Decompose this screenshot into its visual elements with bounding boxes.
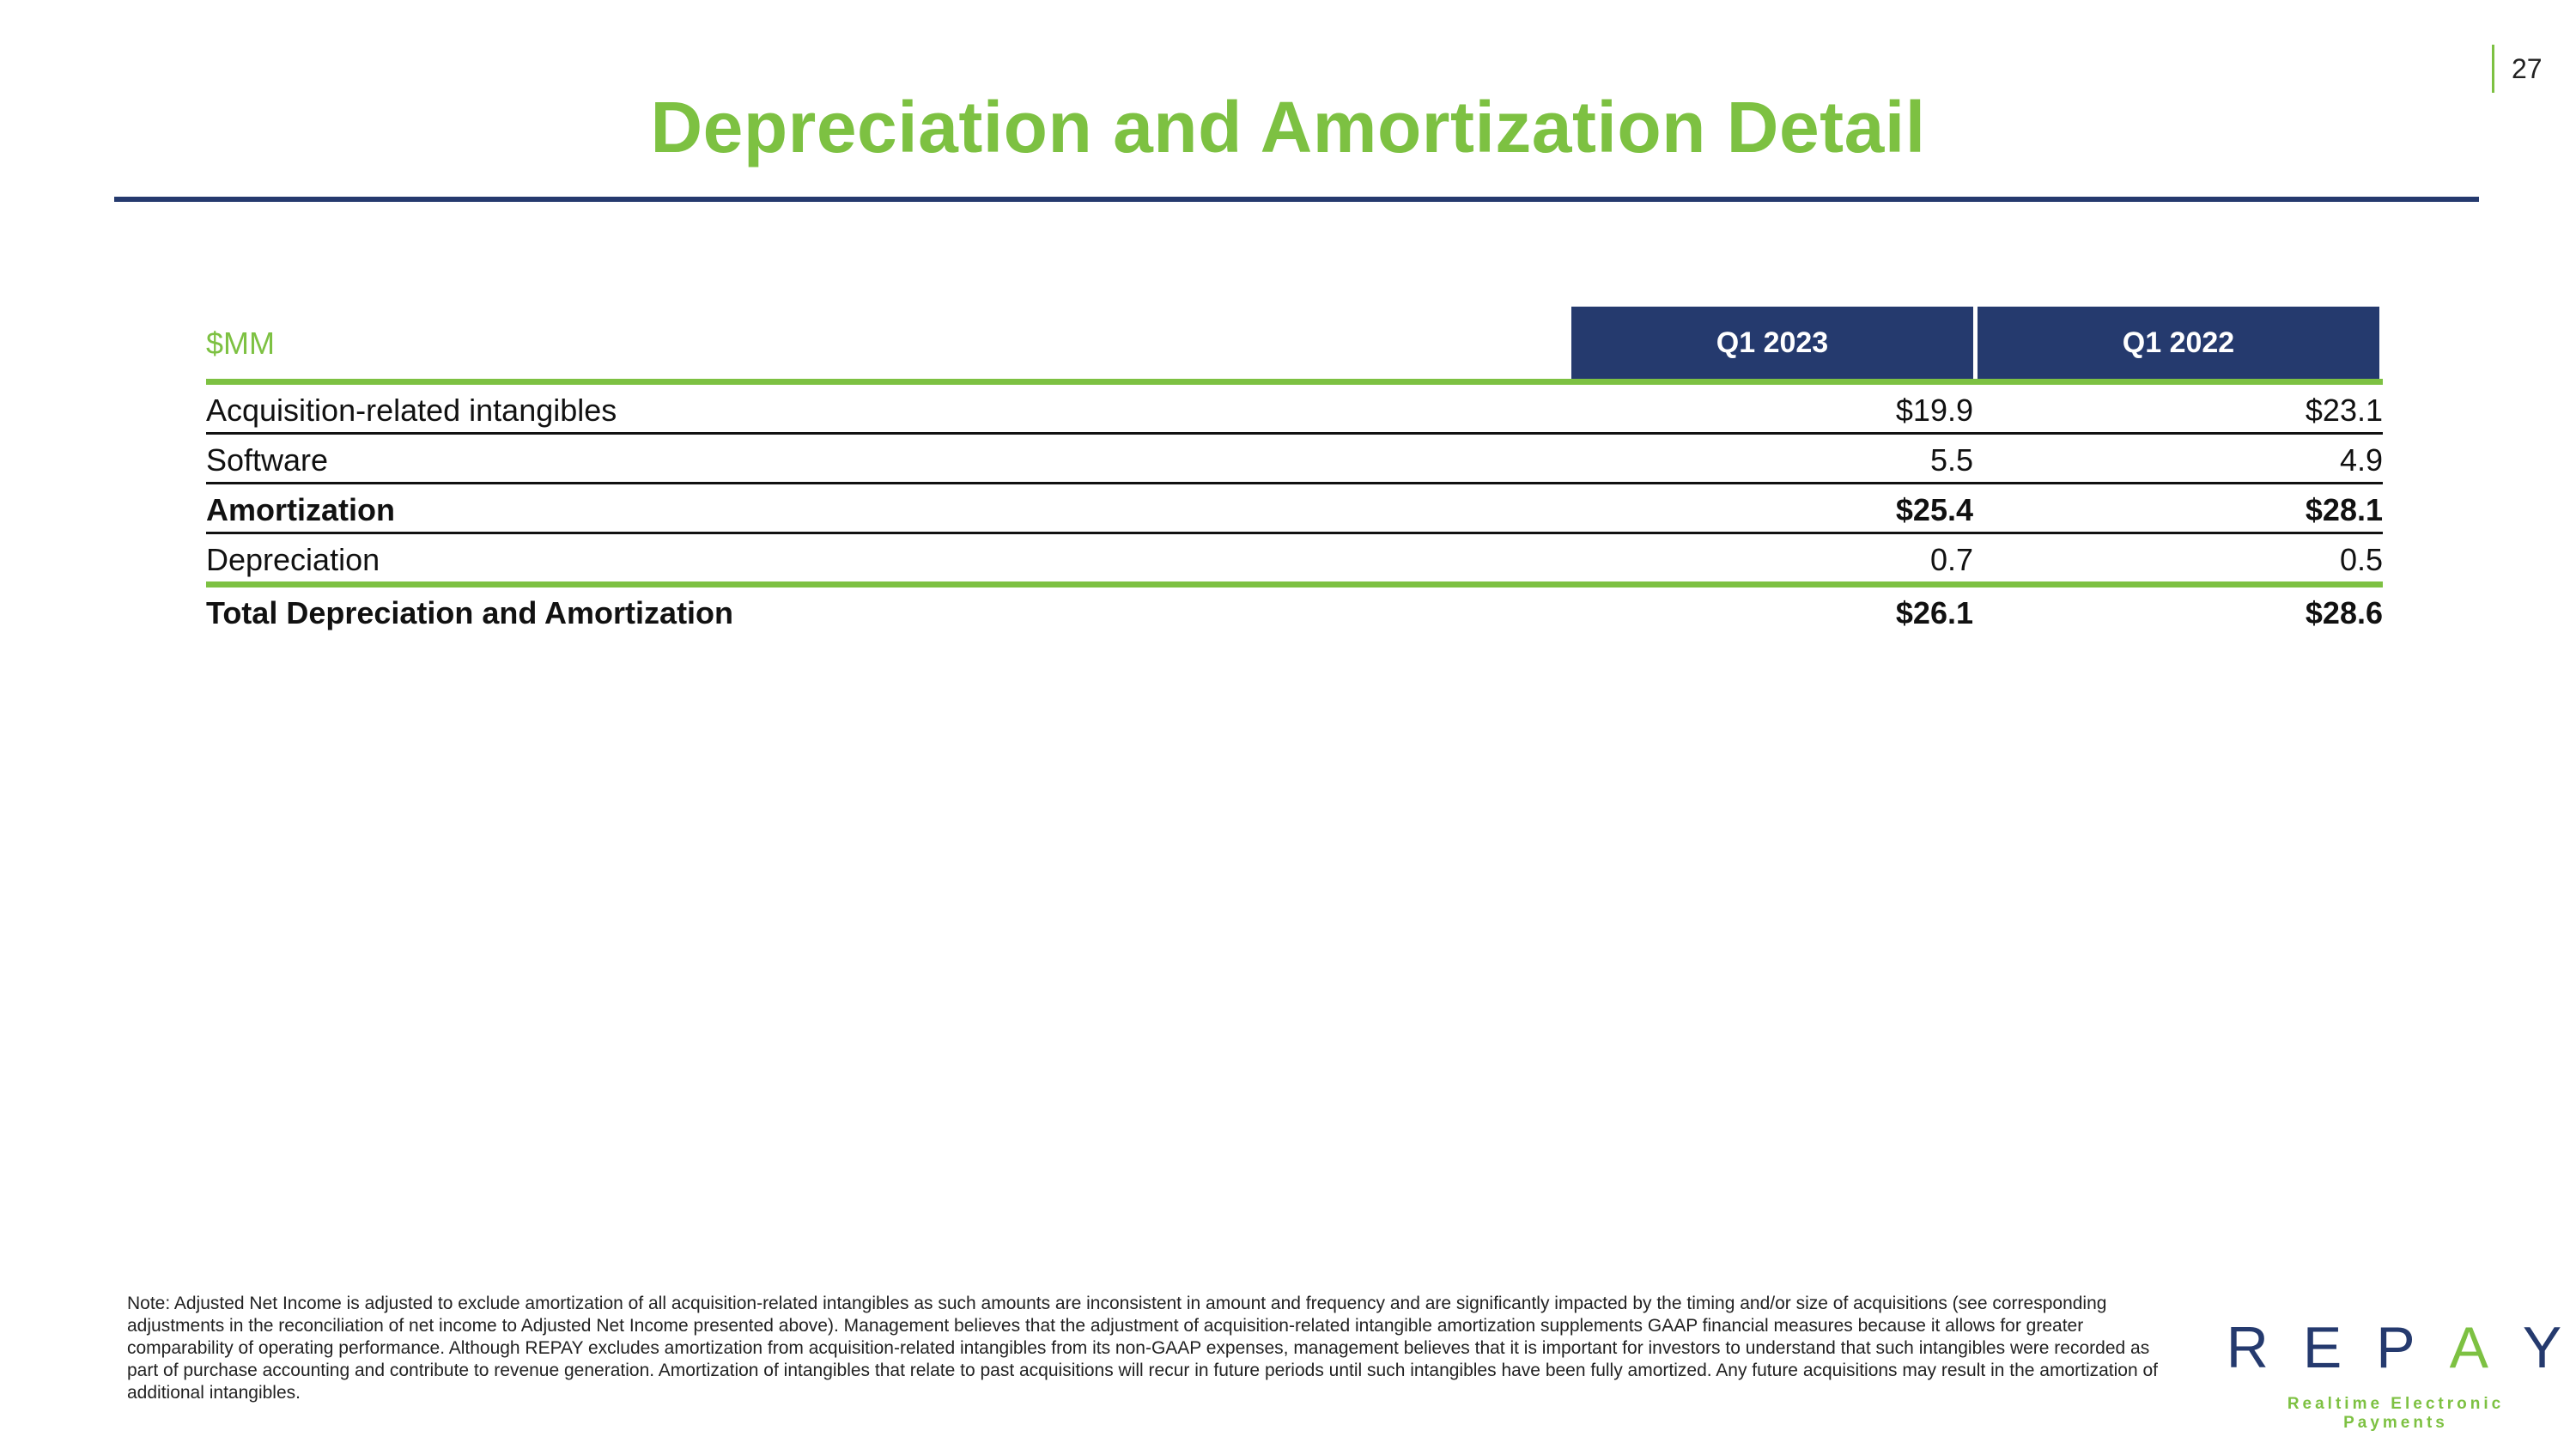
cell-q1-2022: 4.9 xyxy=(2339,442,2383,478)
logo-wordmark xyxy=(2226,1314,2566,1381)
logo-letter: A xyxy=(2449,1315,2492,1380)
unit-label: $MM xyxy=(206,326,275,361)
title-rule xyxy=(114,197,2479,202)
logo-letter: P xyxy=(2376,1315,2419,1380)
page-number: 27 xyxy=(2512,52,2543,84)
row-label: Software xyxy=(206,442,329,478)
repay-logo xyxy=(2226,1314,2566,1433)
depreciation-table xyxy=(206,307,2383,644)
cell-q1-2023: $19.9 xyxy=(1895,393,1973,428)
slide-title: Depreciation and Amortization Detail xyxy=(650,87,1926,167)
column-header-q1-2023: Q1 2023 xyxy=(1571,307,1973,379)
table-row xyxy=(206,385,2383,435)
logo-letter: R xyxy=(2226,1315,2272,1380)
footnote: Note: Adjusted Net Income is adjusted to exclude amortization of all acquisition-related intangibles as such amounts are inconsistent in amount and frequency and are significantly impacted by the timing and/or size of acquisitions (see corresponding adjustments in the reconciliation of net income to Adjusted Net Income presented above). Management believes that the adjustment of acquisition-related intangible amortization supplements GAAP financial measures because it allows for greater comparability of operating performance. Although REPAY excludes amortization from acquisition-related intangibles from its non-GAAP expenses, management believes that it is important for investors to understand that such intangibles were recorded as part of purchase accounting and contribute to revenue generation. Amortization of intangibles that relate to past acquisitions will recur in future periods until such intangibles have been fully amortized. Any future acquisitions may result in the amortization of additional intangibles. xyxy=(127,1294,2159,1403)
logo-letter: E xyxy=(2302,1315,2346,1380)
cell-q1-2023: 5.5 xyxy=(1929,442,1973,478)
logo-letter: Y xyxy=(2522,1315,2566,1380)
logo-tagline: Realtime Electronic Payments xyxy=(2287,1395,2505,1432)
total-q1-2023: $26.1 xyxy=(1895,595,1973,630)
total-rule xyxy=(206,581,2383,588)
table-row xyxy=(206,534,2383,581)
table-row xyxy=(206,435,2383,484)
cell-q1-2023: 0.7 xyxy=(1929,542,1973,577)
cell-q1-2022: $28.1 xyxy=(2305,492,2383,527)
column-header-q1-2022: Q1 2022 xyxy=(1978,307,2379,379)
table-row xyxy=(206,484,2383,534)
row-label: Amortization xyxy=(206,492,395,527)
header-rule xyxy=(206,379,2383,385)
table-header-row xyxy=(206,307,2383,379)
total-q1-2022: $28.6 xyxy=(2305,595,2383,630)
row-label: Acquisition-related intangibles xyxy=(206,393,617,428)
total-label: Total Depreciation and Amortization xyxy=(206,595,734,630)
cell-q1-2022: 0.5 xyxy=(2339,542,2383,577)
total-row xyxy=(206,588,2383,644)
row-label: Depreciation xyxy=(206,542,380,577)
cell-q1-2022: $23.1 xyxy=(2305,393,2383,428)
cell-q1-2023: $25.4 xyxy=(1895,492,1973,527)
